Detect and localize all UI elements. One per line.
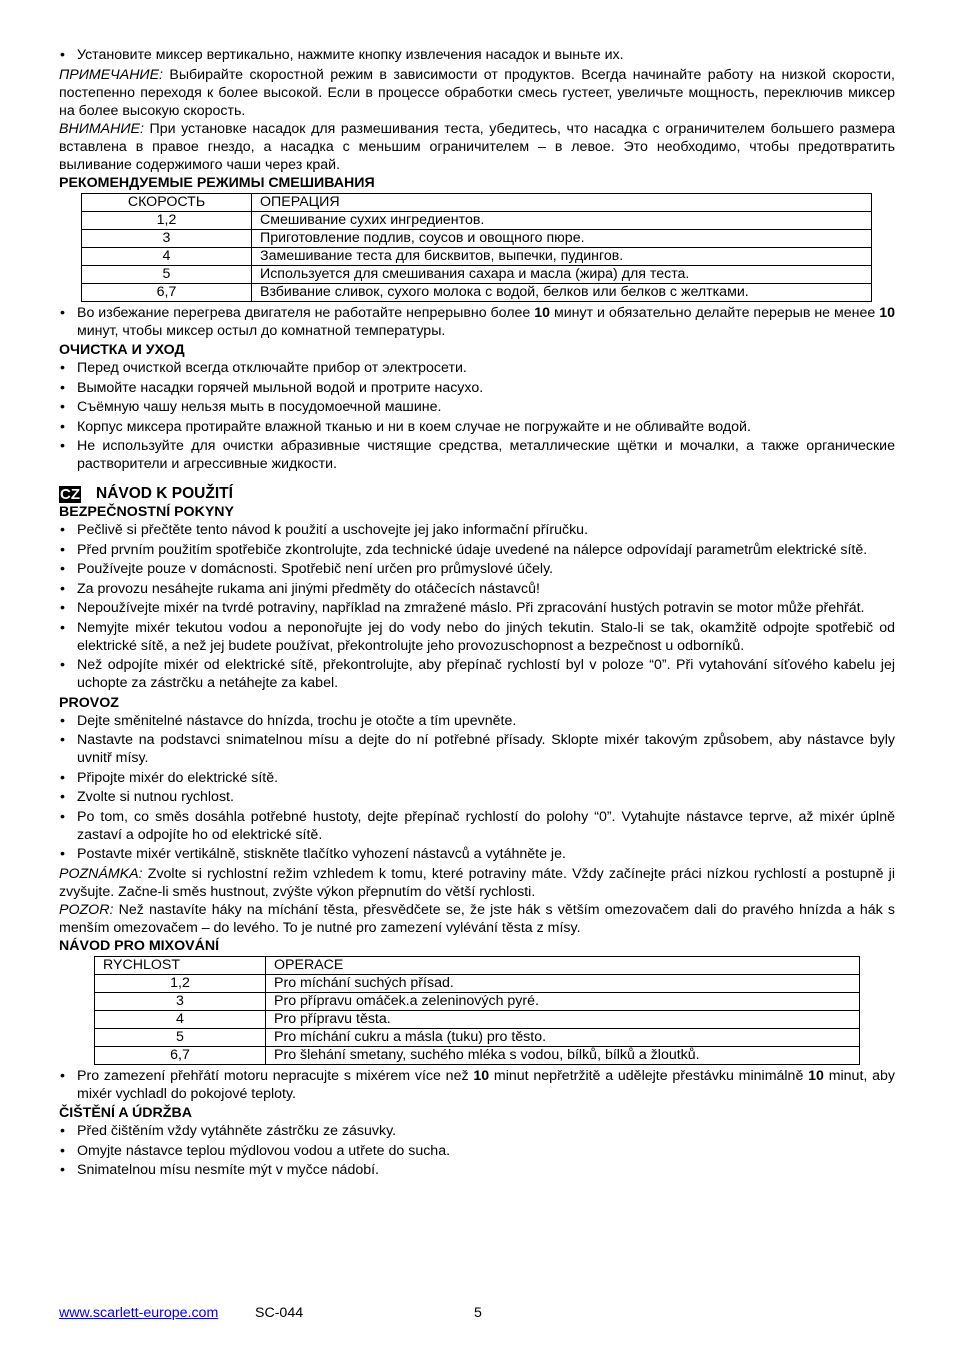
list-item: • Za provozu nesáhejte rukama ani jinými předměty do otáčecích nástavců! [59,580,895,598]
table-row [82,211,872,229]
list-item: • Než odpojíte mixér od elektrické sítě, překontrolujte, aby přepínač rychlostí byl v poloze “0”. Při vytahování síťového kabelu jej uchopte za zástrčku a netáhejte za kabel. [59,656,895,692]
list-item: • Nastavte na podstavci snimatelnou mísu a dejte do ní potřebné přísady. Sklopte mixér takovým způsobem, aby nástavce byly uvnitř mísy. [59,731,895,767]
table-row [82,265,872,283]
text: Во избежание перегрева двигателя не работайте непрерывно более [77,304,535,321]
table-header-row [95,956,860,974]
cz-warning [59,901,895,937]
table-row [82,247,872,265]
table-row [95,992,860,1010]
list-item: • Не используйте для очистки абразивные чистящие средства, металлические щётки и мочалки, а также органические растворители и агрессивные жидкости. [59,437,895,473]
cz-care-list [59,1122,895,1179]
speed-cell: 1,2 [82,211,252,229]
text: minut, aby mixér vychladl do pokojové teploty. [77,1067,895,1102]
operation-cell: Замешивание теста для бисквитов, выпечки, пудингов. [252,247,872,265]
ru-overheat-list [59,304,895,340]
list-item: • Omyjte nástavce teplou mýdlovou vodou a utřete do sucha. [59,1142,895,1160]
model-number: SC-044 [255,1305,304,1321]
operation-cell: Pro přípravu omáček.a zeleninových pyré. [266,992,860,1010]
operation-cell: Pro míchání cukru a másla (tuku) pro těsto. [266,1028,860,1046]
note-text: Выбирайте скоростной режим в зависимости от продуктов. Всегда начинайте работу на низкой скорости, постепенно переходя к более высокой. Если в процессе обработки смесь густеет, увеличьте мощность, переключив миксер на более высокую скорость. [59,66,895,119]
speed-cell: 5 [82,265,252,283]
list-item: • Nepoužívejte mixér na tvrdé potraviny, například na zmražené máslo. Při zpracování hustých potravin se motor může přehřát. [59,599,895,617]
ru-warning [59,120,895,174]
text: минут, чтобы миксер остыл до комнатной температуры. [77,322,446,339]
list-item: • Připojte mixér do elektrické sítě. [59,769,895,787]
operation-cell: Взбивание сливок, сухого молока с водой, белков или белков с желтками. [252,283,872,301]
header-cell: СКОРОСТЬ [82,193,252,211]
list-item: • Вымойте насадки горячей мыльной водой и протрите насухо. [59,379,895,397]
list-item: • Po tom, co směs dosáhla potřebné hustoty, dejte přepínač rychlostí do polohy “0”. Vytahujte nástavce teprve, až mixér úplně zastaví a odpojíte ho od elektrické sítě. [59,808,895,844]
list-item: • Перед очисткой всегда отключайте прибор от электросети. [59,359,895,377]
ru-top-list [59,46,895,64]
list-item [59,304,895,340]
bold-number: 10 [534,304,551,321]
list-item: • Před čištěním vždy vytáhněte zástrčku ze zásuvky. [59,1122,895,1140]
list-item: • Съёмную чашу нельзя мыть в посудомоечной машине. [59,398,895,416]
document-page [59,46,895,1181]
cz-care-heading: ČIŠTĚNÍ A ÚDRŽBA [59,1105,192,1121]
header-cell: OPERACE [266,956,860,974]
page-footer [59,1304,895,1322]
bold-number: 10 [879,304,896,321]
table-row [82,229,872,247]
website-link[interactable]: www.scarlett-europe.com [59,1305,219,1321]
list-item: • Snimatelnou mísu nesmíte mýt v myčce nádobí. [59,1161,895,1179]
cz-operation-list [59,712,895,864]
table-row [95,1028,860,1046]
cz-mix-heading: NÁVOD PRO MIXOVÁNÍ [59,937,220,954]
warning-text: При установке насадок для размешивания теста, убедитесь, что насадка с ограничителем большего размера вставлена в правое гнездо, а насадка с меньшим ограничителем – в левое. Это необходимо, чтобы предотвратить выливание содержимого чаши через край. [59,120,895,173]
table-row [95,974,860,992]
cz-safety-heading: BEZPEČNOSTNÍ POKYNY [59,504,235,520]
note-text: Zvolte si rychlostní režim vzhledem k tomu, které potraviny máte. Vždy začínejte práci nízkou rychlostí a postupně ji zvyšujte. Začne-li směs hustnout, zvýšte výkon přepnutím do větší rychlosti. [59,865,895,900]
table-row [95,1046,860,1064]
note-label: POZNÁMKA: [59,865,143,882]
table-header-row [82,193,872,211]
text: minut nepřetržitě a udělejte přestávku minimálně [489,1067,809,1084]
speed-cell: 5 [95,1028,266,1046]
list-item: • Pečlivě si přečtěte tento návod k použití a uschovejte jej jako informační příručku. [59,521,895,539]
text: минут и обязательно делайте перерыв не менее [550,304,880,321]
speed-cell: 1,2 [95,974,266,992]
cz-operation-heading: PROVOZ [59,694,119,711]
list-item: • Корпус миксера протирайте влажной тканью и ни в коем случае не погружайте и не обливайте водой. [59,418,895,436]
table-row [82,283,872,301]
speed-cell: 3 [82,229,252,247]
ru-care-heading: ОЧИСТКА И УХОД [59,342,185,358]
list-item [59,1067,895,1103]
section-title: NÁVOD K POUŽITÍ [96,485,233,502]
language-badge: CZ [60,485,80,503]
list-item: • Zvolte si nutnou rychlost. [59,788,895,806]
speed-cell: 4 [82,247,252,265]
warning-text: Než nastavíte háky na míchání těsta, přesvědčete se, že jste hák s větším omezovačem dali do pravého hnízda a hák s menším omezovačem – do levého. To je nutné pro zamezení vylévání těsta z mísy. [59,901,895,936]
speed-cell: 3 [95,992,266,1010]
list-item: • Před prvním použitím spotřebiče zkontrolujte, zda technické údaje uvedené na nálepce odpovídají parametrům elektrické sítě. [59,541,895,559]
operation-cell: Pro přípravu těsta. [266,1010,860,1028]
ru-speed-table [81,193,872,302]
cz-speed-table [94,956,860,1065]
cz-safety-list [59,521,895,692]
cz-overheat-list [59,1067,895,1103]
bold-number: 10 [473,1067,490,1084]
list-item: • Používejte pouze v domácnosti. Spotřebič není určen pro průmyslové účely. [59,560,895,578]
ru-care-list [59,359,895,473]
page-number: 5 [474,1305,482,1321]
operation-cell: Смешивание сухих ингредиентов. [252,211,872,229]
speed-cell: 6,7 [95,1046,266,1064]
operation-cell: Приготовление подлив, соусов и овощного пюре. [252,229,872,247]
header-cell: ОПЕРАЦИЯ [252,193,872,211]
speed-cell: 4 [95,1010,266,1028]
ru-note [59,66,895,120]
list-item: • Dejte směnitelné nástavce do hnízda, trochu je otočte a tím upevněte. [59,712,895,730]
operation-cell: Pro míchání suchých přísad. [266,974,860,992]
warning-label: POZOR: [59,901,114,918]
operation-cell: Pro šlehání smetany, suchého mléka s vodou, bílků, bílků a žloutků. [266,1046,860,1064]
speed-cell: 6,7 [82,283,252,301]
header-cell: RYCHLOST [95,956,266,974]
list-item: • Postavte mixér vertikálně, stiskněte tlačítko vyhození nástavců a vytáhněte je. [59,845,895,863]
ru-modes-heading: РЕКОМЕНДУЕМЫЕ РЕЖИМЫ СМЕШИВАНИЯ [59,174,375,191]
list-item: • Установите миксер вертикально, нажмите кнопку извлечения насадок и выньте их. [59,46,895,64]
text: Pro zamezení přehřátí motoru nepracujte s mixérem více než [77,1067,474,1084]
list-item: • Nemyjte mixér tekutou vodou a neponořujte jej do vody nebo do jiných tekutin. Stalo-li se tak, okamžitě odpojte spotřebič od elektrické sítě, a než jej budete používat, překontrolujte jeho provozuschopnost a bezpečnost u odborníků. [59,619,895,655]
cz-section-title [59,485,895,503]
note-label: ПРИМЕЧАНИЕ: [59,66,163,83]
warning-label: ВНИМАНИЕ: [59,120,144,137]
bold-number: 10 [808,1067,824,1084]
cz-note [59,865,895,901]
table-row [95,1010,860,1028]
operation-cell: Используется для смешивания сахара и масла (жира) для теста. [252,265,872,283]
